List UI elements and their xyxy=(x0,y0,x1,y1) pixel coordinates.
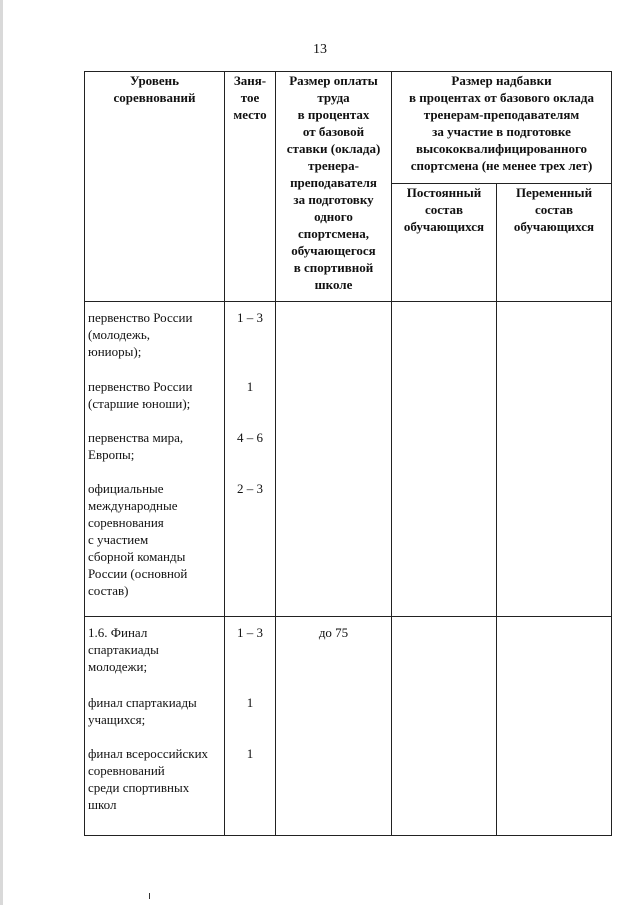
header-line: одного xyxy=(314,209,353,224)
header-variable xyxy=(497,184,612,302)
competition-item xyxy=(85,745,210,813)
table-row xyxy=(85,617,612,836)
level-line: состав) xyxy=(88,583,129,598)
level-line: (старшие юноши); xyxy=(88,396,191,411)
level-line: юниоры); xyxy=(88,344,142,359)
header-line: Постоянный xyxy=(406,185,482,200)
header-row xyxy=(85,72,612,184)
place-value: 1 xyxy=(246,746,254,761)
header-line: тренера- xyxy=(308,158,359,173)
place-cell xyxy=(225,617,276,836)
place-value: 4 – 6 xyxy=(237,430,263,445)
header-line: Размер надбавки xyxy=(451,73,552,88)
level-line: среди спортивных xyxy=(88,780,190,795)
header-line: спортсмена, xyxy=(298,226,369,241)
pay-value xyxy=(276,302,391,309)
level-line: школ xyxy=(88,797,117,812)
level-line: первенство России xyxy=(88,310,193,325)
level-line: России (основной xyxy=(88,566,188,581)
header-line: обучающихся xyxy=(513,219,595,234)
scan-mark xyxy=(149,893,150,899)
header-line: преподавателя xyxy=(290,175,377,190)
level-line: первенства мира, xyxy=(88,430,184,445)
header-line: ставки (оклада) xyxy=(286,141,381,156)
level-line: финал всероссийских xyxy=(88,746,209,761)
pay-value: до 75 xyxy=(318,625,349,640)
permanent-cell xyxy=(392,302,497,617)
place-value: 1 xyxy=(246,695,254,710)
header-line: от базовой xyxy=(302,124,365,139)
header-line: Уровень xyxy=(129,73,180,88)
header-level xyxy=(85,72,225,302)
header-line: обучающегося xyxy=(291,243,376,258)
level-line: с участием xyxy=(88,532,149,547)
competition-item xyxy=(85,309,194,360)
level-line: соревнований xyxy=(88,763,165,778)
variable-cell xyxy=(497,302,612,617)
pay-cell xyxy=(276,617,392,836)
competition-item xyxy=(85,694,199,728)
header-line: Заня- xyxy=(233,73,267,88)
header-line: Переменный xyxy=(515,185,593,200)
header-line: в процентах xyxy=(297,107,370,122)
header-bonus xyxy=(392,72,612,184)
scan-edge xyxy=(0,0,3,905)
page-number: 13 xyxy=(313,42,327,57)
place-value: 2 – 3 xyxy=(237,481,263,496)
competition-item xyxy=(85,378,194,412)
header-permanent xyxy=(392,184,497,302)
header-pay xyxy=(276,72,392,302)
header-line: школе xyxy=(314,277,353,292)
level-line: финал спартакиады xyxy=(88,695,197,710)
header-line: труда xyxy=(317,90,350,105)
level-line: 1.6. Финал xyxy=(88,625,148,640)
level-line: молодежи; xyxy=(88,659,148,674)
pay-cell xyxy=(276,302,392,617)
header-line: тое xyxy=(240,90,260,105)
competition-item xyxy=(85,429,185,463)
variable-cell xyxy=(497,617,612,836)
header-line: место xyxy=(233,107,267,122)
level-line: соревнования xyxy=(88,515,164,530)
place-value: 1 – 3 xyxy=(237,625,263,640)
level-cell xyxy=(85,617,225,836)
level-line: (молодежь, xyxy=(88,327,151,342)
header-line: высококвалифицированного xyxy=(415,141,588,156)
header-line: тренерам-преподавателям xyxy=(423,107,580,122)
header-line: в спортивной xyxy=(293,260,374,275)
level-line: учащихся; xyxy=(88,712,146,727)
level-cell xyxy=(85,302,225,617)
header-line: в процентах от базового оклада xyxy=(409,90,594,105)
place-cell xyxy=(225,302,276,617)
place-value: 1 xyxy=(246,379,254,394)
header-line: состав xyxy=(424,202,464,217)
competition-item xyxy=(85,480,189,599)
place-value: 1 – 3 xyxy=(237,310,263,325)
level-line: международные xyxy=(88,498,178,513)
level-line: первенство России xyxy=(88,379,193,394)
level-line: спартакиады xyxy=(88,642,159,657)
level-line: сборной команды xyxy=(88,549,186,564)
header-line: обучающихся xyxy=(403,219,485,234)
header-line: соревнований xyxy=(113,90,196,105)
header-line: состав xyxy=(534,202,574,217)
level-line: Европы; xyxy=(88,447,135,462)
header-line: за подготовку xyxy=(293,192,374,207)
competition-item xyxy=(85,624,161,675)
header-line: за участие в подготовке xyxy=(432,124,571,139)
header-line: Размер оплаты xyxy=(289,73,378,88)
header-line: спортсмена (не менее трех лет) xyxy=(410,158,593,173)
header-place xyxy=(225,72,276,302)
payment-table xyxy=(84,71,612,836)
permanent-cell xyxy=(392,617,497,836)
level-line: официальные xyxy=(88,481,164,496)
table-row xyxy=(85,302,612,617)
